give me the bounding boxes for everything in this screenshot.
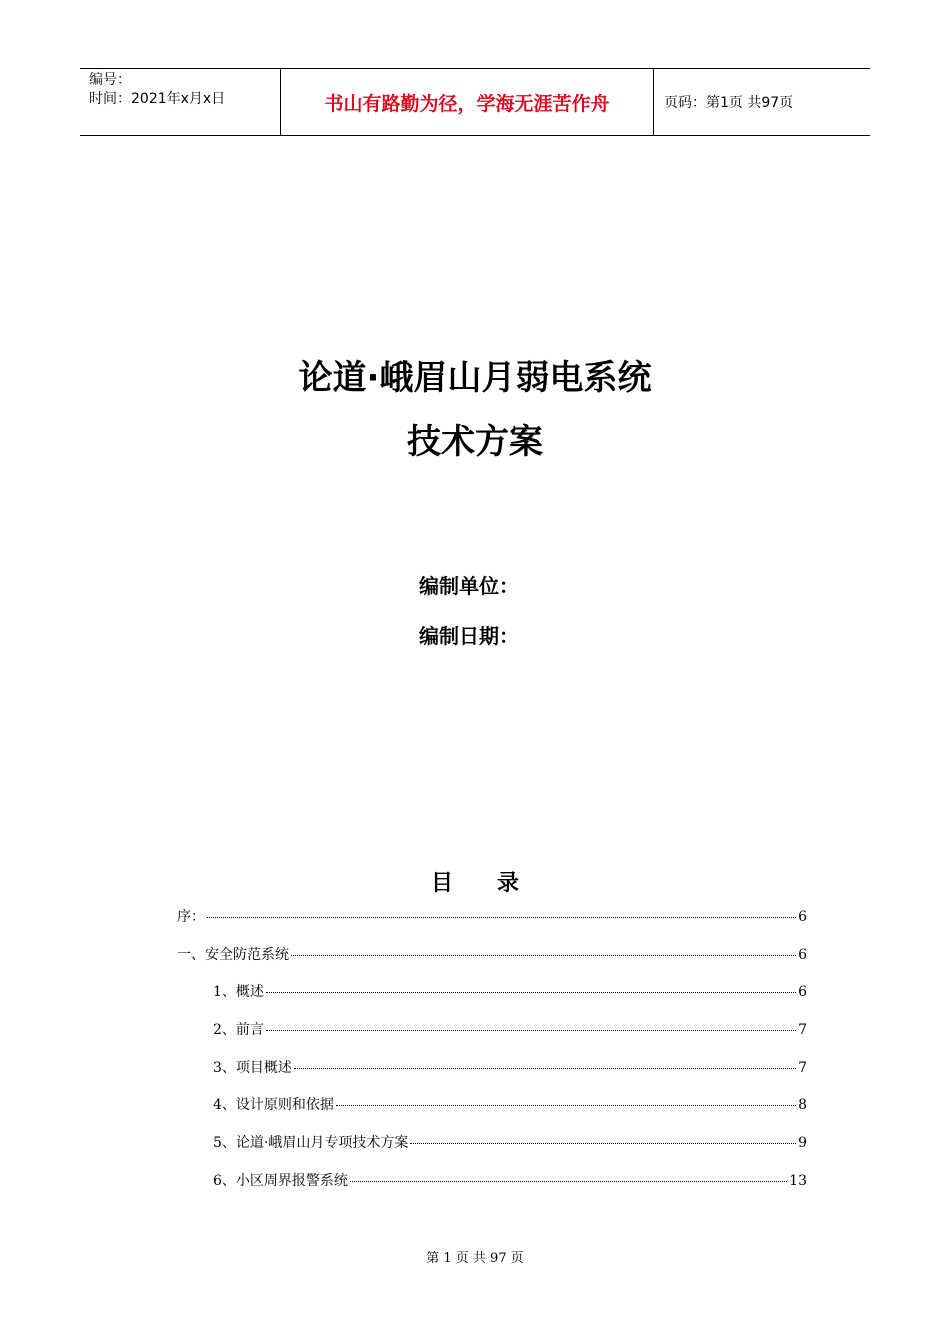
toc-entry-page: 6 (798, 946, 807, 963)
time-label: 时间：2021年x月x日 (89, 91, 226, 107)
compiling-unit-label: 编制单位： (419, 574, 519, 598)
toc-entry[interactable] (177, 1132, 807, 1170)
toc-entry-page: 6 (798, 984, 807, 1001)
toc-leader-dots (291, 955, 796, 956)
toc-entry[interactable] (177, 944, 807, 982)
toc-leader-dots (336, 1105, 796, 1106)
document-title-line1: 论道·峨眉山月弱电系统 (298, 358, 652, 398)
toc-leader-dots (266, 1030, 796, 1031)
toc-entry-page: 9 (798, 1135, 807, 1152)
header-page-info: 页码：第1页 共97页 (664, 95, 794, 111)
table-of-contents (177, 906, 807, 1208)
toc-entry[interactable] (177, 981, 807, 1019)
compiling-date-label: 编制日期： (419, 624, 519, 648)
toc-entry[interactable] (177, 1094, 807, 1132)
header-motto: 书山有路勤为径，学海无涯苦作舟 (281, 69, 654, 135)
toc-entry-label: 1、概述 (213, 984, 264, 1001)
page-footer: 第 1 页 共 97 页 (426, 1251, 524, 1266)
toc-entry-label: 序： (177, 909, 205, 925)
document-title-line2: 技术方案 (407, 422, 543, 462)
toc-entry-label: 一、安全防范系统 (177, 946, 289, 963)
toc-entry-label: 5、论道·峨眉山月专项技术方案 (213, 1135, 409, 1152)
toc-leader-dots (410, 1143, 796, 1144)
toc-leader-dots (207, 917, 796, 918)
toc-entry-label: 2、前言 (213, 1022, 264, 1039)
toc-entry[interactable] (177, 1170, 807, 1208)
toc-entry-page: 13 (789, 1172, 807, 1189)
toc-leader-dots (294, 1068, 796, 1069)
toc-entry-label: 4、设计原则和依据 (213, 1097, 334, 1114)
toc-entry-page: 6 (798, 909, 807, 925)
toc-entry-label: 3、项目概述 (213, 1059, 292, 1076)
toc-entry-page: 8 (798, 1097, 807, 1114)
toc-entry[interactable] (177, 1019, 807, 1057)
toc-leader-dots (350, 1181, 787, 1182)
toc-entry-page: 7 (798, 1022, 807, 1039)
toc-heading: 目录 (430, 871, 563, 896)
toc-entry-label: 6、小区周界报警系统 (213, 1172, 348, 1189)
toc-entry[interactable] (177, 1057, 807, 1095)
toc-entry-page: 7 (798, 1059, 807, 1076)
header-info-cell (80, 69, 281, 135)
toc-leader-dots (266, 992, 796, 993)
number-label: 编号： (89, 72, 131, 88)
toc-entry[interactable] (177, 906, 807, 944)
document-header (80, 68, 870, 136)
